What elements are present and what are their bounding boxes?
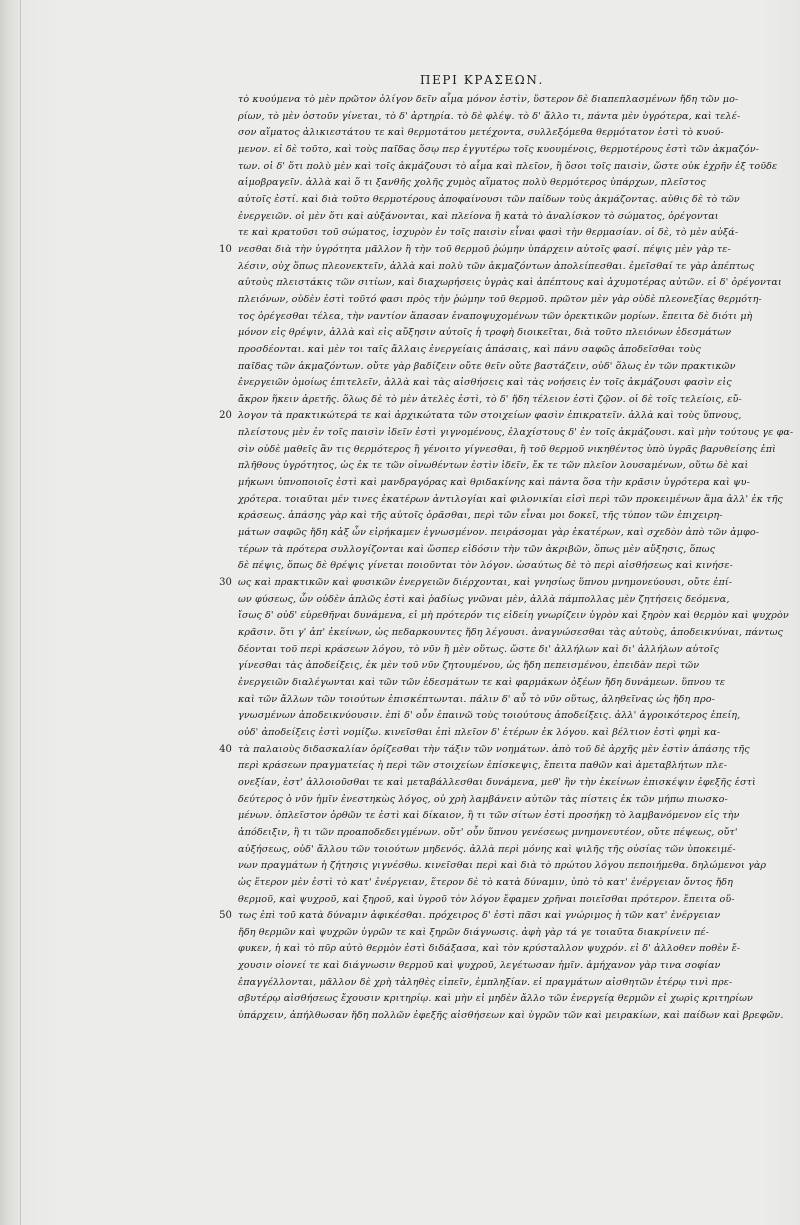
line-text: μενον. εἰ δὲ τοῦτο, καὶ τοὺς παῖδας ὅσῳ περ ἐγγυτέρω τοῖς κυουμένοις, θερμοτέρους ἐστὶ τῶν ἀκμαζόν- <box>238 143 760 155</box>
text-line <box>219 575 773 592</box>
text-line <box>238 925 773 942</box>
line-text: νεσθαι διὰ τὴν ὑγρότητα μᾶλλον ἢ τὴν τοῦ θερμοῦ ῥώμην ὑπάρχειν αὐτοῖς φασί. πέψις μὲν γὰρ τε- <box>238 243 731 255</box>
text-line <box>238 359 773 376</box>
text-line <box>219 242 773 259</box>
line-text: χρότερα. τοιαῦται μέν τινες ἑκατέρων ἀντιλογίαι καὶ φιλονικίαι εἰσὶ περὶ τῶν προκειμένων ἅμα ἀλλ' ἐκ τῆς <box>238 493 783 505</box>
line-text: μήκωνι ὑπνοποιοῖς ἐστὶ καὶ μανδραγόρας καὶ θριδακίνης καὶ πάντα ὅσα τὴν κρᾶσιν ὑγρότερα καὶ ψυ- <box>238 477 750 489</box>
line-text: δεύτερος ὁ νῦν ἡμῖν ἐνεστηκὼς λόγος, οὐ χρὴ λαμβάνειν αὐτῶν τὰς πίστεις ἐκ τῶν μήπω πιωσκο- <box>238 793 728 805</box>
line-text: πλειόνων, οὐδὲν ἐστὶ τοῦτό φασι πρὸς τὴν ῥώμην τοῦ θερμοῦ. πρῶτον μὲν γὰρ οὐδὲ πλεονεξίας θερμότη- <box>238 293 762 305</box>
text-line <box>238 991 773 1008</box>
line-text: γνωσμένων ἀποδεικνύουσιν. ἐπὶ δ' οὖν ἐπαινῶ τοὺς τοιούτους ἀποδείξεις. ἀλλ' ἀγροικότερος ἐπείη, <box>238 710 741 722</box>
text-line <box>238 842 773 859</box>
line-text: ἐνεργειῶν ὁμοίως ἐπιτελεῖν, ἀλλὰ καὶ τὰς αἰσθήσεις καὶ τὰς νοήσεις ἐν τοῖς ἀκμάζουσι φασὶν εἰς <box>238 377 732 389</box>
text-line <box>238 458 773 475</box>
running-head: ΠΕΡΙ ΚΡΑΣΕΩΝ. <box>420 73 544 87</box>
line-text: ως καὶ πρακτικῶν καὶ φυσικῶν ἐνεργειῶν διέρχονται, καὶ γνησίως ὕπνου μνημονεύουσι, οὔτε ἐπί- <box>238 577 733 589</box>
text-line <box>238 858 773 875</box>
line-text: καὶ τῶν ἄλλων τῶν τοιούτων ἐπισκέπτωνται. πάλιν δ' αὖ τὸ νῦν οὕτως, ἀληθεῖνας ὡς ἤδη προ- <box>238 693 715 705</box>
line-text: ἐνεργειῶν διαλέγωνται καὶ τῶν τῶν ἐδεσμάτων τε καὶ φαρμάκων ὀξέων ἤδη δυνάμεων. ὕπνου τε <box>238 676 726 688</box>
line-text: παῖδας τῶν ἀκμαζόντων. οὔτε γὰρ βαδίζειν οὔτε θεῖν οὔτε βαστάζειν, οὐδ' ὅλως ἐν τῶν πρακτικῶν <box>238 360 736 372</box>
text-line <box>238 958 773 975</box>
text-line <box>238 209 773 226</box>
line-text: μόνον εἰς θρέψιν, ἀλλὰ καὶ εἰς αὔξησιν αὐτοῖς ἡ τροφὴ διοικεῖται, διὰ τοῦτο πλειόνων ἐδεσμάτων <box>238 327 732 339</box>
text-line <box>238 508 773 525</box>
line-text: δέονται τοῦ περὶ κράσεων λόγου, τὸ νῦν ἢ μὲν οὕτως. ὥστε δι' ἀλλήλων καὶ δι' ἀλλήλων αὐτοῖς <box>238 643 719 655</box>
line-text: ἄκρον ἥκειν ἀρετῆς. ὅλως δὲ τὸ μὲν ἀτελὲς ἐστὶ, τὸ δ' ἤδη τέλειον ἐστὶ ζῷον. οἱ δὲ τοῖς τελείοις, εὔ- <box>238 393 742 405</box>
line-text: πλῆθους ὑγρότητος, ὡς ἐκ τε τῶν οἰνωθέντων ἐστὶν ἰδεῖν, ἔκ τε τῶν πλεῖον λουσαμένων, οὕτω δὲ καὶ <box>238 460 749 472</box>
line-text: τε καὶ κρατοῦσι τοῦ σώματος, ἰσχυρὸν ἐν τοῖς παισὶν εἶναι φασὶ τὴν θερμασίαν. οἱ δὲ, τὸ μὲν αὐξά- <box>238 227 739 239</box>
text-line <box>238 758 773 775</box>
text-line <box>238 692 773 709</box>
line-text: γίνεσθαι τὰς ἀποδείξεις, ἐκ μὲν τοῦ νῦν ζητουμένου, ὡς ἤδη πεπεισμένου, ἐπειδὰν περὶ τῶν <box>238 660 700 672</box>
text-line <box>238 475 773 492</box>
text-line <box>238 309 773 326</box>
text-line <box>238 492 783 509</box>
text-line <box>238 708 773 725</box>
line-text: ἤδη θερμῶν καὶ ψυχρῶν ὑγρῶν τε καὶ ξηρῶν διάγνωσις. ἀφὴ γὰρ τά γε τοιαῦτα διακρίνειν πέ- <box>238 926 709 938</box>
line-text: πλείστους μὲν ἐν τοῖς παισὶν ἰδεῖν ἐστὶ γιγνομένους, ἐλαχίστους δ' ἐν τοῖς ἀκμάζουσι. καὶ μὴν τούτους γε φα- <box>238 427 794 439</box>
line-text: κράσεως. ἁπάσης γὰρ καὶ τῆς αὐτοῖς ὁρᾶσθαι, περὶ τῶν εἶναι μοι δοκεῖ, τῆς τύπον τῶν ἐπιχειρη- <box>238 510 723 522</box>
line-text: αὐτοὺς πλειστάκις τῶν σιτίων, καὶ διαχωρήσεις ὑγρὰς καὶ ἀπέπτους καὶ ἀχυμοτέρας αὐτῶν. εἰ δ' ὀρέγονται <box>238 277 782 289</box>
line-text: ἴσως δ' οὐδ' εὑρεθῆναι δυνάμενα, εἰ μὴ πρότερόν τις εἰδείη γνωρίζειν ὑγρὸν καὶ ξηρὸν καὶ θερμὸν καὶ ψυχρὸν <box>238 610 789 622</box>
line-text: ὑπάρχειν, ἀπήλθωσαν ἤδη πολλῶν ἐφεξῆς αἰσθήσεων καὶ ὑγρῶν τῶν καὶ μειρακίων, καὶ παίδων καὶ βρεφῶν. <box>238 1010 784 1022</box>
text-line <box>238 625 783 642</box>
text-line <box>238 975 773 992</box>
text-line <box>238 592 773 609</box>
line-text: μένων. ὁπλεῖστον ὀρθῶν τε ἐστὶ καὶ δίκαιον, ἢ τι τῶν σίτων ἐστὶ προσήκῃ τὸ λαμβανόμενον εἰς τὴν <box>238 810 740 822</box>
line-text: σβυτέρῳ αἰσθήσεως ἔχουσιν κριτηρίῳ. καὶ μὴν εἰ μηδὲν ἄλλο τῶν ἐνεργείᾳ θερμῶν εἰ χωρὶς κριτηρίων <box>238 993 753 1005</box>
text-line <box>238 542 773 559</box>
text-line <box>238 825 773 842</box>
line-text: των. οἱ δ' ὅτι πολὺ μὲν καὶ τοῖς ἀκμάζουσι τὸ αἷμα καὶ πλεῖον, ἢ ὅσοι τοῖς παισὶν, ὥστε οὐκ ἐχρῆν ἐξ τοῦδε <box>238 160 778 172</box>
text-line <box>238 175 773 192</box>
line-number: 30 <box>219 577 232 589</box>
line-text: λέσιν, οὐχ ὅπως πλεονεκτεῖν, ἀλλὰ καὶ πολὺ τῶν ἀκμαζόντων ἀπολείπεσθαι. ἐμεῖσθαί τε γὰρ ἀπέπτως <box>238 260 755 272</box>
text-line <box>238 792 773 809</box>
line-text: τως ἐπὶ τοῦ κατὰ δύναμιν ἀφικέσθαι. πρόχειρος δ' ἐστὶ πᾶσι καὶ γνώριμος ἡ τῶν κατ' ἐνέργειαν <box>238 910 721 922</box>
greek-text-block <box>219 92 794 1025</box>
text-line <box>238 658 773 675</box>
text-line <box>238 675 773 692</box>
line-text: ὡς ἕτερον μὲν ἐστὶ τὸ κατ' ἐνέργειαν, ἕτερον δὲ τὸ κατὰ δύναμιν, ὑπὸ τὸ κατ' ἐνέργειαν ὄντος ἤδη <box>238 876 734 888</box>
text-line <box>238 525 773 542</box>
text-line <box>238 442 776 459</box>
line-text: λογον τὰ πρακτικώτερά τε καὶ ἀρχικώτατα τῶν στοιχείων φασὶν ἐπικρατεῖν. ἀλλὰ καὶ τοὺς ὕπνους, <box>238 410 742 422</box>
line-number: 40 <box>219 743 232 755</box>
line-text: δὲ πέψις, ὅπως δὲ θρέψις γίνεται ποιοῦνται τὸν λόγον. ὡσαύτως δὲ τὸ περὶ αἰσθήσεως καὶ κινήσε- <box>238 560 734 572</box>
line-text: τὸ κυούμενα τὸ μὲν πρῶτον ὀλίγον δεῖν αἷμα μόνον ἐστὶν, ὕστερον δὲ διαπεπλασμένων ἤδη τῶν μο- <box>238 94 739 105</box>
line-text: σὶν οὐδὲ μαθεῖς ἂν τις θερμότερος ἢ γένοιτο γίγνεσθαι, ἢ τοῦ θερμοῦ νικηθέντος ὑπὸ ὑγρᾶς βαρυθείσης ἐπὶ <box>238 443 776 455</box>
text-line <box>238 875 773 892</box>
line-text: ἀπόδειξιν, ἢ τι τῶν προαποδεδειγμένων. οὔτ' οὖν ὕπνου γενέσεως μνημονευτέον, οὔτε πέψεως, οὔτ' <box>238 826 738 838</box>
line-text: περὶ κράσεων πραγματείας ἡ περὶ τῶν στοιχείων ἐπίσκεψις, ἔπειτα παθῶν καὶ ἀμεταβλήτων πλε- <box>238 760 728 772</box>
text-line <box>238 275 782 292</box>
line-text: ἐνεργειῶν. οἱ μὲν ὅτι καὶ αὐξάνονται, καὶ πλείονα ἢ κατὰ τὸ ἀναλίσκον τὸ σώματος, ὀρέγονται <box>238 210 719 222</box>
text-line <box>238 775 773 792</box>
text-line <box>238 375 773 392</box>
line-text: ρίων, τὸ μὲν ὀστοῦν γίνεται, τὸ δ' ἀρτηρία. τὸ δὲ φλέψ. τὸ δ' ἄλλο τι, πάντα μὲν ὑγρότερα, καὶ τελέ- <box>238 110 741 122</box>
text-line <box>238 92 773 109</box>
text-line <box>238 125 773 142</box>
text-line <box>238 642 773 659</box>
text-line <box>238 142 773 159</box>
line-text: μάτων σαφῶς ἤδη κἀξ ὧν εἰρήκαμεν ἐγνωσμένον. πειράσομαι γὰρ ἑκατέρων, καὶ σχεδὸν ἀπὸ τῶν ἀμφο- <box>238 527 760 539</box>
line-number: 50 <box>219 910 232 922</box>
text-line <box>238 725 773 742</box>
text-line <box>238 192 773 209</box>
page-gutter <box>20 0 21 1225</box>
text-line <box>238 109 773 126</box>
line-text: χουσιν οἰονεί τε καὶ διάγνωσιν θερμοῦ καὶ ψυχροῦ, λεγέτωσαν ἡμῖν. ἀμήχανον γὰρ τινα σοφίαν <box>238 960 721 972</box>
line-text: νων πραγμάτων ἡ ζήτησις γιγνέσθω. κινεῖσθαι περὶ καὶ διὰ τὸ πρώτου λόγου πεποιήμεθα. δηλώμενοι γὰρ <box>238 860 767 872</box>
line-text: οὐδ' ἀποδείξεις ἐστὶ νομίζω. κινεῖσθαι ἐπὶ πλεῖον δ' ἑτέρων ἐκ λόγου. καὶ βέλτιον ἐστὶ φημὶ κα- <box>238 726 721 738</box>
line-text: κρᾶσιν. ὅτι γ' ἀπ' ἐκείνων, ὡς πεδαρκουντες ἤδη λέγουσι. ἀναγνώσεσθαι τὰς αὐτοὺς, ἀποδεικνύναι, πάντως <box>238 627 783 638</box>
line-text: ων φύσεως, ὧν οὐδὲν ἁπλῶς ἐστὶ καὶ ῥαδίως γνῶναι μὲν, ἀλλὰ πάμπολλας μὲν ζητήσεις δεόμενα, <box>238 593 730 605</box>
text-line <box>238 941 773 958</box>
line-text: αὐτοῖς ἐστί. καὶ διὰ τοῦτο θερμοτέρους ἀποφαίνουσι τῶν παίδων τοὺς ἀκμάζοντας. αὐθις δὲ τὸ τῶν <box>238 193 740 205</box>
text-line <box>238 292 773 309</box>
line-text: προσδέονται. καὶ μὲν τοι ταῖς ἄλλαις ἐνεργείαις ἁπάσαις, καὶ πάνυ σαφῶς ἀποδεῖσθαι τοὺς <box>238 343 701 355</box>
text-line <box>238 325 773 342</box>
text-line <box>238 259 773 276</box>
text-line <box>219 742 773 759</box>
line-text: αἱμοβραγεῖν. ἀλλὰ καὶ ὅ τι ξανθῆς χολῆς χυμὸς αἵματος πολὺ θερμότερος ὑπάρχων, πλεῖστος <box>238 177 706 189</box>
line-text: φυκεν, ἡ καὶ τὸ πῦρ αὐτὸ θερμὸν ἐστὶ διδάξασα, καὶ τὸν κρύσταλλον ψυχρόν. εἰ δ' ἀλλοθεν ποθὲν ἔ- <box>238 943 741 955</box>
line-text: τος ὀρέγεσθαι τέλεα, τὴν ναντίον ἅπασαν ἐναποψυχομένων τῶν ὀρεκτικῶν μορίων. ἔπειτα δὲ διότι μὴ <box>238 310 753 322</box>
line-text: ἐπαγγέλλονται, μᾶλλον δὲ χρὴ τἀληθὲς εἰπεῖν, ἐμπληξίαν. εἰ πραγμάτων αἰσθητῶν ἑτέρῳ τινὶ πρε- <box>238 976 733 988</box>
text-line <box>219 408 773 425</box>
text-line <box>238 892 773 909</box>
text-line <box>238 225 773 242</box>
line-number: 20 <box>219 410 232 422</box>
line-text: ονεξίαν, ἐστ' ἀλλοιοῦσθαι τε καὶ μεταβάλλεσθαι δυνάμενα, μεθ' ἣν τὴν ἐκείνων ἐπισκέψιν ἐφεξῆς ἐστὶ <box>238 776 756 788</box>
text-line <box>238 342 773 359</box>
line-text: τέρων τὰ πρότερα συλλογίζονται καὶ ὥσπερ εἰδόσιν τὴν τῶν ἀκριβῶν, ὅπως μὲν αὔξησις, ὅπως <box>238 543 716 555</box>
text-line <box>238 159 778 176</box>
text-line <box>238 1008 784 1025</box>
line-text: τὰ παλαιοὺς διδασκαλίαν ὁρίζεσθαι τὴν τάξιν τῶν νοημάτων. ἀπὸ τοῦ δὲ ἀρχῆς μὲν ἐστὶν ἁπάσης τῆς <box>238 743 750 755</box>
line-text: αὐξήσεως, οὐδ' ἄλλου τῶν τοιούτων μηδενός. ἀλλὰ περὶ μόνης καὶ ψιλῆς τῆς οὐσίας τῶν ὑποκειμέ- <box>238 843 736 855</box>
text-line <box>238 392 773 409</box>
text-line <box>238 808 773 825</box>
line-text: θερμοῦ, καὶ ψυχροῦ, καὶ ξηροῦ, καὶ ὑγροῦ τὸν λόγον ἔφαμεν χρῆναι ποιεῖσθαι πρότερον. ἔπειτα οὕ- <box>238 893 735 905</box>
text-line <box>238 425 794 442</box>
line-number: 10 <box>219 243 232 255</box>
line-text: σον αἵματος ἀλικιεστάτου τε καὶ θερμοτάτου μετέχοντα, συλλεξόμεθα θερμότατον ἐστὶ τὸ κυού- <box>238 127 724 139</box>
text-line <box>238 558 773 575</box>
text-line <box>219 908 773 925</box>
text-line <box>238 608 789 625</box>
